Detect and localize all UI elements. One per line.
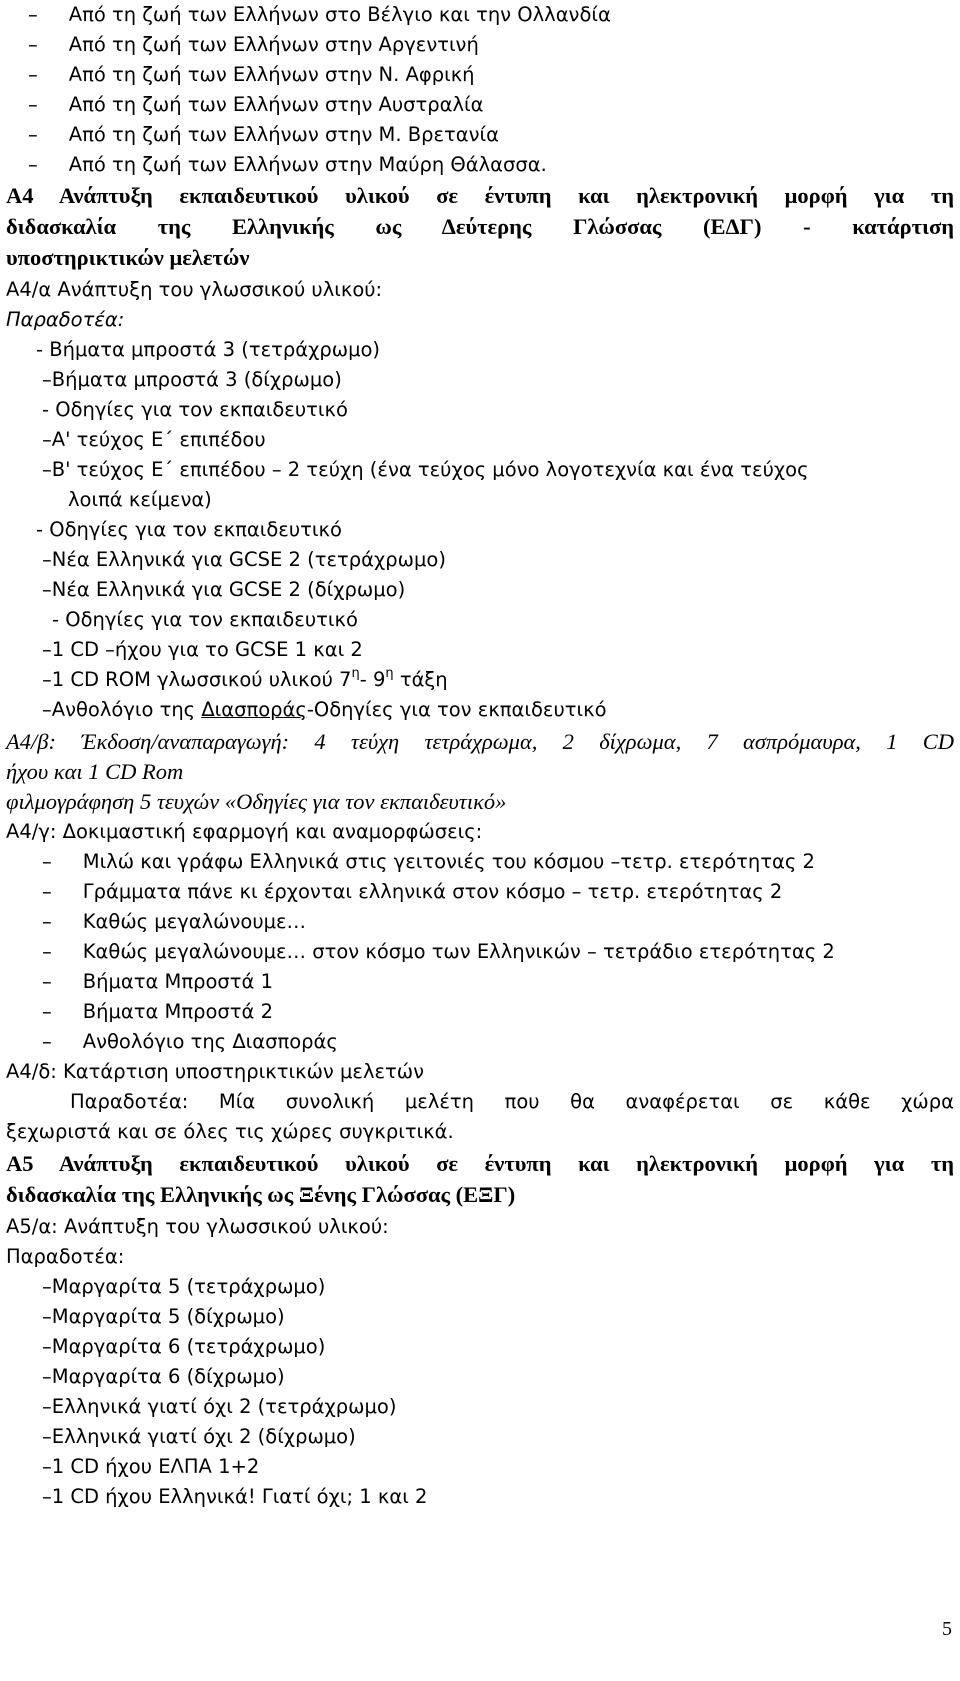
list-item: –1 CD ROM γλωσσικού υλικού $7^\eta-$ $9^\eta$ τάξη	[42, 666, 448, 691]
list-item: –1 CD ήχου Ελληνικά! Γιατί όχι; 1 και 2	[42, 1485, 428, 1508]
list-item: –1 CD –ήχου για το GCSE 1 και 2	[42, 638, 363, 661]
list-item: –Α' τεύχος Ε΄ επιπέδου	[42, 428, 266, 451]
deliverables-label: Παραδοτέα:	[6, 1245, 125, 1268]
list-item: –1 CD ήχου ΕΛΠΑ 1+2	[42, 1455, 260, 1478]
list-item: –Βήματα μπροστά 3 (δίχρωμο)	[42, 368, 342, 391]
list-item: – Καθώς μεγαλώνουμε… στον κόσμο των Ελληνικών – τετράδιο ετερότητας 2	[42, 940, 835, 963]
list-item: –Μαργαρίτα 5 (τετράχρωμο)	[42, 1275, 326, 1298]
list-item: – Βήματα Μπροστά 1	[42, 970, 273, 993]
list-item: – Από τη ζωή των Ελλήνων στην Ν. Αφρική	[28, 63, 475, 86]
list-item: –Β' τεύχος Ε΄ επιπέδου – 2 τεύχη (ένα τεύχος μόνο λογοτεχνία και ένα τεύχος	[42, 458, 809, 481]
list-item: - Οδηγίες για τον εκπαιδευτικό	[42, 398, 348, 421]
section-heading-a4: Α4 Ανάπτυξη εκπαιδευτικού υλικού σε έντυπη και ηλεκτρονική μορφή για τη	[6, 183, 954, 208]
page-number: 5	[942, 1618, 952, 1640]
list-item: – Από τη ζωή των Ελλήνων στην Μ. Βρετανία	[28, 123, 499, 146]
list-item: –Νέα Ελληνικά για GCSE 2 (τετράχρωμο)	[42, 548, 446, 571]
subsection-b-text: ήχου και 1 CD Rom	[6, 759, 184, 784]
list-item: –Μαργαρίτα 6 (τετράχρωμο)	[42, 1335, 326, 1358]
list-item: –Νέα Ελληνικά για GCSE 2 (δίχρωμο)	[42, 578, 406, 601]
list-item: – Καθώς μεγαλώνουμε…	[42, 910, 307, 933]
list-item: - Βήματα μπροστά 3 (τετράχρωμο)	[36, 338, 381, 361]
list-item: –Ανθολόγιο της Διασποράς-Οδηγίες για τον εκπαιδευτικό	[42, 698, 607, 721]
paragraph: Παραδοτέα: Μία συνολική μελέτη που θα αναφέρεται σε κάθε χώρα	[70, 1090, 954, 1113]
subsection-label: Α4/γ: Δοκιμαστική εφαρμογή και αναμορφώσεις:	[6, 820, 483, 843]
list-item: – Ανθολόγιο της Διασποράς	[42, 1030, 338, 1053]
section-heading-a5-cont: διδασκαλία της Ελληνικής ως Ξένης Γλώσσας (ΕΞΓ)	[6, 1182, 516, 1207]
subsection-b-text: φιλμογράφηση 5 τευχών «Οδηγίες για τον εκπαιδευτικό»	[6, 789, 507, 814]
list-item: - Οδηγίες για τον εκπαιδευτικό	[52, 608, 358, 631]
list-item: – Από τη ζωή των Ελλήνων στην Αυστραλία	[28, 93, 484, 116]
subsection-label: Α4/δ: Κατάρτιση υποστηρικτικών μελετών	[6, 1060, 425, 1083]
subsection-label: Α5/α: Ανάπτυξη του γλωσσικού υλικού:	[6, 1215, 389, 1238]
section-heading-a5: Α5 Ανάπτυξη εκπαιδευτικού υλικού σε έντυπη και ηλεκτρονική μορφή για τη	[6, 1151, 954, 1176]
list-item-cont: λοιπά κείμενα)	[68, 488, 212, 511]
list-item: - Οδηγίες για τον εκπαιδευτικό	[36, 518, 342, 541]
list-item: – Βήματα Μπροστά 2	[42, 1000, 273, 1023]
list-item: – Γράμματα πάνε κι έρχονται ελληνικά στον κόσμο – τετρ. ετερότητας 2	[42, 880, 783, 903]
list-item: – Από τη ζωή των Ελλήνων στο Βέλγιο και την Ολλανδία	[28, 3, 611, 26]
list-item: –Μαργαρίτα 6 (δίχρωμο)	[42, 1365, 285, 1388]
subsection-b-text: Α4/β: Έκδοση/αναπαραγωγή: 4 τεύχη τετράχρωμα, 2 δίχρωμα, 7 ασπρόμαυρα, 1 CD	[6, 729, 954, 754]
deliverables-label: Παραδοτέα:	[6, 308, 125, 331]
section-heading-a4-cont: διδασκαλία της Ελληνικής ως Δεύτερης Γλώσσας (ΕΔΓ) - κατάρτιση	[6, 214, 954, 239]
section-heading-a4-cont: υποστηρικτικών μελετών	[6, 245, 250, 270]
list-item: –Ελληνικά γιατί όχι 2 (δίχρωμο)	[42, 1425, 356, 1448]
list-item: –Μαργαρίτα 5 (δίχρωμο)	[42, 1305, 285, 1328]
list-item: – Μιλώ και γράφω Ελληνικά στις γειτονιές του κόσμου –τετρ. ετερότητας 2	[42, 850, 815, 873]
list-item: – Από τη ζωή των Ελλήνων στην Αργεντινή	[28, 33, 479, 56]
subsection-label: Α4/α Ανάπτυξη του γλωσσικού υλικού:	[6, 278, 383, 301]
list-item: – Από τη ζωή των Ελλήνων στην Μαύρη Θάλασσα.	[28, 153, 547, 176]
list-item: –Ελληνικά γιατί όχι 2 (τετράχρωμο)	[42, 1395, 397, 1418]
paragraph-cont: ξεχωριστά και σε όλες τις χώρες συγκριτικά.	[6, 1120, 454, 1143]
